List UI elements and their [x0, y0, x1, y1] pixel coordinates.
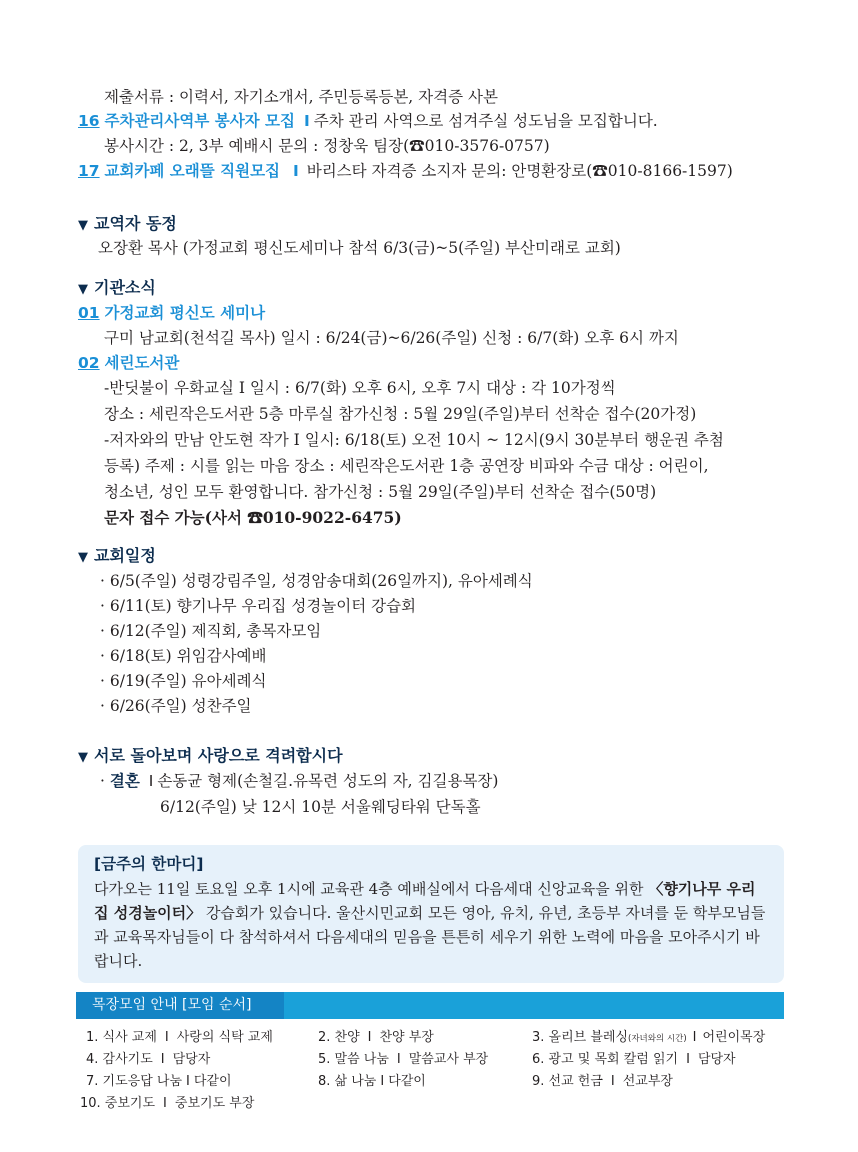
sms-text: 문자 접수 가능(사서 — [104, 508, 248, 527]
schedule-item: · 6/5(주일) 성령강림주일, 성경암송대회(26일까지), 유아세례식 — [100, 572, 533, 590]
text-bold: 〈향기나무 우리집 성경놀이터〉 — [94, 880, 756, 922]
recruit-item-16-detail — [104, 135, 550, 157]
separator: I — [692, 1030, 697, 1045]
mokjang-banner — [76, 992, 784, 1019]
schedule-item: · 6/26(주일) 성찬주일 — [100, 697, 252, 715]
item-role: 찬양 부장 — [379, 1030, 434, 1045]
item-label: 9. 선교 헌금 — [532, 1074, 603, 1089]
library-line: -저자와의 만남 안도현 작가 I 일시: 6/18(토) 오전 10시 ~ 12시(9시 30분부터 행운권 추첨 — [104, 431, 724, 449]
schedule-item: · 6/18(토) 위임감사예배 — [100, 647, 267, 665]
mokjang-item — [86, 1029, 273, 1047]
item-label: 5. 말씀 나눔 — [318, 1052, 389, 1067]
item-label: 10. 중보기도 — [80, 1096, 156, 1111]
library-line: -반딧불이 우화교실 I 일시 : 6/7(화) 오후 6시, 오후 7시 대상 : 각 10가정씩 — [104, 379, 616, 397]
item-title: 가정교회 평신도 세미나 — [104, 304, 266, 322]
item-label: 2. 찬양 — [318, 1030, 360, 1045]
wedding-text: 손동균 형제(손철길.유목련 성도의 자, 김길용목장) — [157, 772, 499, 790]
separator: I — [164, 1030, 169, 1045]
separator: I — [186, 1074, 190, 1089]
mokjang-item — [86, 1051, 210, 1069]
library-line: 등록) 주제 : 시를 읽는 마음 장소 : 세린작은도서관 1층 공연장 비파와 수금 대상 : 어린이, — [104, 457, 709, 475]
phone-icon: ☎ — [409, 137, 425, 155]
separator: I — [367, 1030, 372, 1045]
phone-number: 010-8166-1597) — [607, 162, 733, 180]
separator: I — [396, 1052, 401, 1067]
item-role: 말씀교사 부장 — [408, 1052, 489, 1067]
separator: I — [163, 1096, 167, 1111]
phone-number: 010-9022-6475) — [262, 508, 402, 527]
schedule-item: · 6/19(주일) 유아세례식 — [100, 672, 267, 690]
recruit-item-16 — [78, 110, 658, 132]
wedding-line — [100, 770, 498, 792]
mokjang-item — [532, 1029, 765, 1048]
phone-number: 010-3576-0757) — [424, 137, 550, 155]
heading-label: 서로 돌아보며 사랑으로 격려합시다 — [94, 746, 343, 765]
item-label: 4. 감사기도 — [86, 1052, 153, 1067]
mokjang-item — [80, 1095, 254, 1113]
item-label: 7. 기도응답 나눔 — [86, 1074, 183, 1089]
detail-text: 봉사시간 : 2, 3부 예배시 문의 : 정창욱 팀장( — [104, 137, 410, 155]
mokjang-item — [86, 1073, 232, 1091]
schedule-item: · 6/12(주일) 제직회, 총목자모임 — [100, 622, 322, 640]
item-role: 담당자 — [697, 1052, 736, 1067]
item-role: 다같이 — [193, 1074, 232, 1089]
mokjang-banner-label: 목장모임 안내 [모임 순서] — [76, 992, 284, 1019]
separator: I — [303, 112, 310, 130]
submit-docs-text: 제출서류 : 이력서, 자기소개서, 주민등록등본, 자격증 사본 — [104, 88, 498, 106]
mokjang-item — [318, 1073, 426, 1091]
item-number: 17 — [78, 162, 100, 180]
item-role: 어린이목장 — [702, 1030, 766, 1045]
item-text: 바리스타 자격증 소지자 문의: 안명환장로( — [306, 162, 593, 180]
bullet: · — [100, 772, 110, 790]
schedule-heading — [78, 545, 156, 569]
care-heading — [78, 745, 343, 769]
separator: I — [160, 1052, 165, 1067]
agency-heading — [78, 277, 156, 301]
separator: I — [686, 1052, 690, 1067]
separator: I — [148, 772, 154, 790]
agency-item-02-title — [78, 352, 179, 374]
heading-label: 기관소식 — [94, 278, 156, 297]
separator: I — [610, 1074, 615, 1089]
text-part: 다가오는 11일 토요일 오후 1시에 교육관 4층 예배실에서 다음세대 신앙교육을 위한 — [94, 880, 649, 898]
item-role: 다같이 — [388, 1074, 426, 1089]
text-part: 강습회가 있습니다. 울산시민교회 모든 영아, 유치, 유년, 초등부 자녀를 둔 학부모님들과 교육목자님들이 다 참석하셔서 다음세대의 믿음을 튼튼히 세우기 위한 노력에 마음을 모아주시기 바랍니다. — [94, 904, 766, 970]
item-number: 02 — [78, 354, 100, 372]
triangle-down-icon: ▼ — [78, 550, 88, 565]
minister-text: 오장환 목사 (가정교회 평신도세미나 참석 6/3(금)~5(주일) 부산미래로 교회) — [98, 239, 621, 257]
item-role: 선교부장 — [622, 1074, 673, 1089]
item-label: 3. 올리브 블레싱 — [532, 1030, 629, 1045]
item-role: 중보기도 부장 — [174, 1096, 255, 1111]
agency-item-01-title — [78, 302, 265, 324]
separator: I — [292, 162, 299, 180]
library-line: 청소년, 성인 모두 환영합니다. 참가신청 : 5월 29일(주일)부터 선착순 접수(50명) — [104, 483, 657, 501]
item-title: 교회카페 오래뜰 직원모집 — [104, 162, 281, 180]
separator: I — [380, 1074, 385, 1089]
schedule-item: · 6/11(토) 향기나무 우리집 성경놀이터 강습회 — [100, 597, 417, 615]
mokjang-item — [532, 1051, 736, 1069]
phone-icon: ☎ — [592, 162, 608, 180]
library-line: 장소 : 세린작은도서관 5층 마루실 참가신청 : 5월 29일(주일)부터 선착순 접수(20가정) — [104, 405, 697, 423]
item-title: 세린도서관 — [104, 354, 180, 372]
agency-item-01-text: 구미 남교회(천석길 목사) 일시 : 6/24(금)~6/26(주일) 신청 : 6/7(화) 오후 6시 까지 — [104, 329, 679, 347]
triangle-down-icon: ▼ — [78, 750, 88, 765]
item-text: 주차 관리 사역으로 섬겨주실 성도님을 모집합니다. — [313, 112, 658, 130]
sms-line — [104, 507, 402, 529]
item-label: 6. 광고 및 목회 칼럼 읽기 — [532, 1052, 679, 1067]
phone-icon: ☎ — [247, 508, 263, 527]
item-title: 주차관리사역부 봉사자 모집 — [104, 112, 295, 130]
mokjang-item — [318, 1029, 434, 1047]
heading-label: 교역자 동정 — [94, 214, 177, 233]
triangle-down-icon: ▼ — [78, 218, 88, 233]
recruit-item-17 — [78, 160, 733, 182]
item-label: 1. 식사 교제 — [86, 1030, 157, 1045]
weekly-word-text — [94, 877, 768, 973]
item-number: 16 — [78, 112, 100, 130]
heading-label: 교회일정 — [94, 546, 156, 565]
wedding-detail: 6/12(주일) 낮 12시 10분 서울웨딩타워 단독홀 — [160, 798, 481, 816]
weekly-word-box — [78, 845, 784, 983]
item-role: 담당자 — [172, 1052, 211, 1067]
mokjang-item — [318, 1051, 488, 1069]
item-note: (자녀와의 시간) — [628, 1034, 687, 1044]
triangle-down-icon: ▼ — [78, 282, 88, 297]
item-label: 8. 삶 나눔 — [318, 1074, 377, 1089]
minister-heading — [78, 213, 177, 237]
weekly-word-title: [금주의 한마디] — [94, 855, 204, 873]
mokjang-item — [532, 1073, 673, 1091]
item-role: 사랑의 식탁 교제 — [176, 1030, 273, 1045]
item-number: 01 — [78, 304, 100, 322]
wedding-label: 결혼 — [109, 772, 140, 790]
